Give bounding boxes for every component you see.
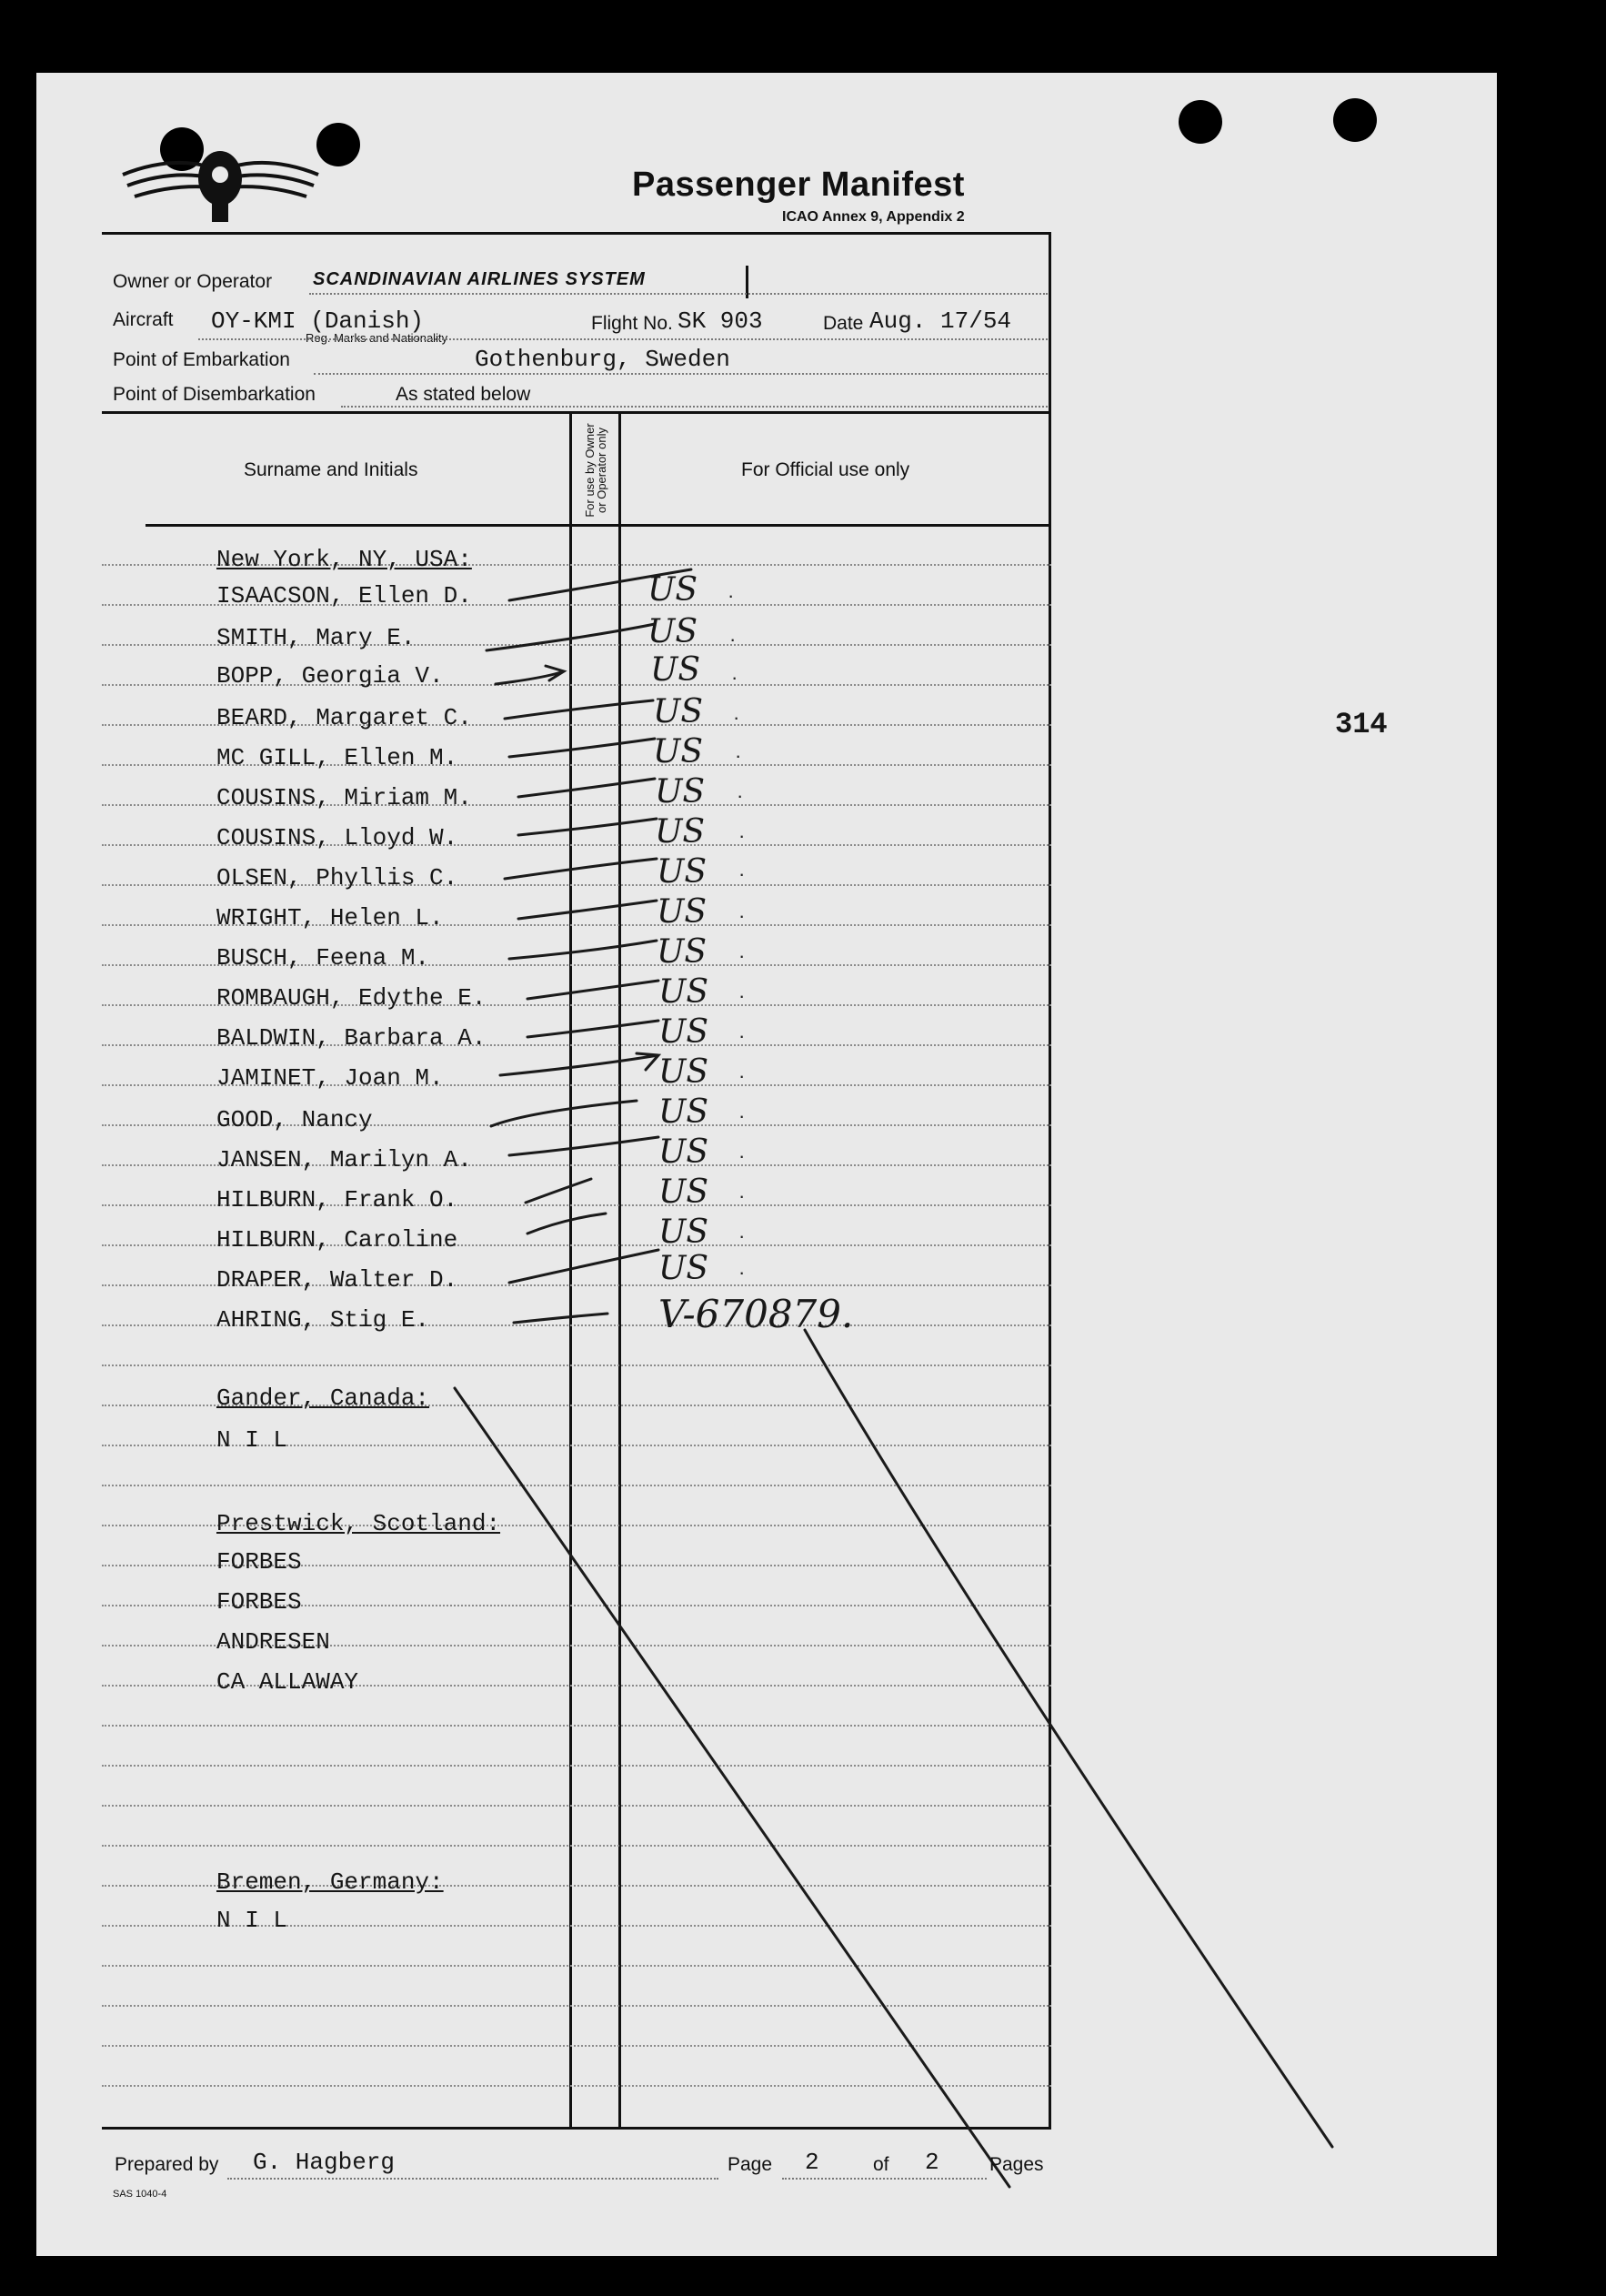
passenger-name: BEARD, Margaret C. [216,704,472,731]
group-heading: Bremen, Germany: [216,1868,444,1896]
passenger-name: MC GILL, Ellen M. [216,744,458,771]
pages-label: Pages [989,2154,1044,2175]
official-entry: US [650,651,701,689]
passenger-name: AHRING, Stig E. [216,1306,430,1334]
owner-value: SCANDINAVIAN AIRLINES SYSTEM [313,269,646,289]
tick-mark: · [731,666,738,689]
tick-mark: · [738,1104,746,1127]
passenger-name: BALDWIN, Barbara A. [216,1024,487,1052]
official-entry: US [655,813,706,851]
aircraft-value: OY-KMI (Danish) [211,307,425,335]
disembark-label: Point of Disembarkation [113,384,316,405]
prepared-label: Prepared by [115,2154,219,2175]
form-code: SAS 1040-4 [113,2189,167,2200]
date-label: Date [823,313,864,334]
passenger-name: COUSINS, Lloyd W. [216,824,458,851]
passenger-name: WRIGHT, Helen L. [216,904,444,931]
tick-mark: · [738,984,746,1007]
tick-mark: · [738,944,746,967]
tick-mark: · [738,1024,746,1047]
passenger-name: HILBURN, Caroline [216,1226,458,1254]
column-header-official: For Official use only [741,459,910,480]
official-entry: US [658,1173,709,1211]
group-heading: Prestwick, Scotland: [216,1510,501,1537]
passenger-name: ANDRESEN [216,1628,330,1656]
passenger-name: SMITH, Mary E. [216,624,416,651]
passenger-name: BOPP, Georgia V. [216,662,444,690]
embark-value: Gothenburg, Sweden [475,346,730,373]
official-entry: US [658,1053,709,1091]
official-entry: US [658,1250,709,1287]
official-entry: US [653,733,704,770]
tick-mark: · [738,1064,746,1087]
tick-mark: · [737,784,744,807]
tick-mark: · [733,706,740,729]
official-entry: US [655,773,706,811]
passenger-name: COUSINS, Miriam M. [216,784,472,811]
passenger-name: JAMINET, Joan M. [216,1064,444,1092]
official-entry: US [653,693,704,730]
page-value: 2 [805,2149,819,2176]
official-entry: US [647,613,698,650]
tick-mark: · [728,584,735,607]
official-entry: US [657,893,708,931]
page-subtitle: ICAO Annex 9, Appendix 2 [782,209,965,225]
tick-mark: · [738,1144,746,1167]
official-entry: US [657,853,708,891]
official-entry: US [657,933,708,971]
of-label: of [873,2154,889,2175]
passenger-name: HILBURN, Frank O. [216,1186,458,1213]
flight-value: SK 903 [678,307,763,335]
official-entry: US [647,571,698,609]
passenger-name: FORBES [216,1588,302,1616]
official-entry: US [658,1013,709,1051]
passenger-name: FORBES [216,1548,302,1576]
embark-label: Point of Embarkation [113,349,290,370]
tick-mark: · [738,824,746,847]
group-heading: New York, NY, USA: [216,546,472,573]
passenger-name: CA ALLAWAY [216,1668,359,1696]
tick-mark: · [738,904,746,927]
passenger-name: JANSEN, Marilyn A. [216,1146,472,1173]
side-number: 314 [1335,708,1388,741]
passenger-name: BUSCH, Feena M. [216,944,430,972]
disembark-value: As stated below [396,384,531,405]
page-label: Page [728,2154,773,2175]
tick-mark: · [738,1224,746,1247]
prepared-line [227,2178,718,2180]
tick-mark: · [738,862,746,885]
aircraft-label: Aircraft [113,309,174,330]
page-line [782,2178,987,2180]
flight-label: Flight No. [591,313,673,334]
tick-mark: · [735,744,742,767]
passenger-name: GOOD, Nancy [216,1106,373,1133]
passenger-name: ISAACSON, Ellen D. [216,582,472,609]
passenger-name: OLSEN, Phyllis C. [216,864,458,891]
passenger-name: ROMBAUGH, Edythe E. [216,984,487,1012]
official-entry: V-670879. [658,1292,854,1336]
tick-mark: · [738,1261,746,1284]
passenger-name: DRAPER, Walter D. [216,1266,458,1294]
official-entry: US [658,973,709,1011]
date-value: Aug. 17/54 [869,307,1012,335]
page-title: Passenger Manifest [632,166,965,204]
official-entry: US [658,1213,709,1251]
aircraft-note: Reg. Marks and Nationality [306,331,448,345]
prepared-value: G. Hagberg [253,2149,396,2176]
passenger-name: N I L [216,1426,288,1454]
official-entry: US [658,1133,709,1171]
official-entry: US [658,1093,709,1131]
owner-label: Owner or Operator [113,271,273,292]
of-value: 2 [925,2149,939,2176]
passenger-name: N I L [216,1907,288,1934]
tick-mark: · [738,1184,746,1207]
group-heading: Gander, Canada: [216,1385,430,1412]
tick-mark: · [729,628,737,650]
column-header-operator-text: For use by Owner or Operator only [583,423,608,518]
column-header-surname: Surname and Initials [244,459,418,480]
